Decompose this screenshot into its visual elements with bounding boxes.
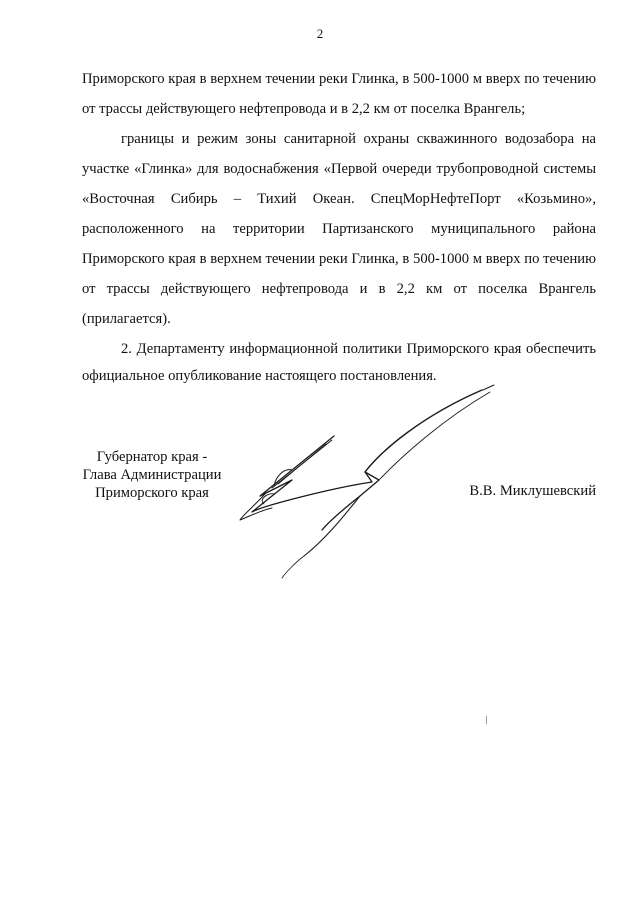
page-number: 2 <box>316 26 324 41</box>
paragraph-boundaries: границы и режим зоны санитарной охраны скважинного водозабора на участке «Глинка» для водоснабжения «Первой очереди трубопроводной системы «Восточная Сибирь – Тихий Океан. СпецМорНефтеПорт «Козьмино», расположенного на территории Партизанского муниципального района Приморского края в верхнем течении реки Глинка, в 500-1000 м вверх по течению от трассы действующего нефтепровода и в 2,2 км от поселка Врангель (прилагается). <box>82 131 596 327</box>
signatory-title <box>52 448 252 502</box>
signatory-title-line: Глава Администрации <box>82 467 222 483</box>
signatory-title-line: Губернатор края - <box>96 449 208 465</box>
paragraph-item-2: 2. Департаменту информационной политики Приморского края обеспечить официальное опубликование настоящего постановления. <box>82 341 596 384</box>
signatory-name: В.В. Миклушевский <box>469 483 596 499</box>
paragraph-continuation: Приморского края в верхнем течении реки Глинка, в 500-1000 м вверх по течению от трассы действующего нефтепровода и в 2,2 км от поселка Врангель; <box>82 71 596 117</box>
handwritten-signature <box>232 380 512 580</box>
document-body <box>82 64 596 390</box>
signatory-title-line: Приморского края <box>95 485 209 501</box>
scan-artifact <box>486 716 487 724</box>
